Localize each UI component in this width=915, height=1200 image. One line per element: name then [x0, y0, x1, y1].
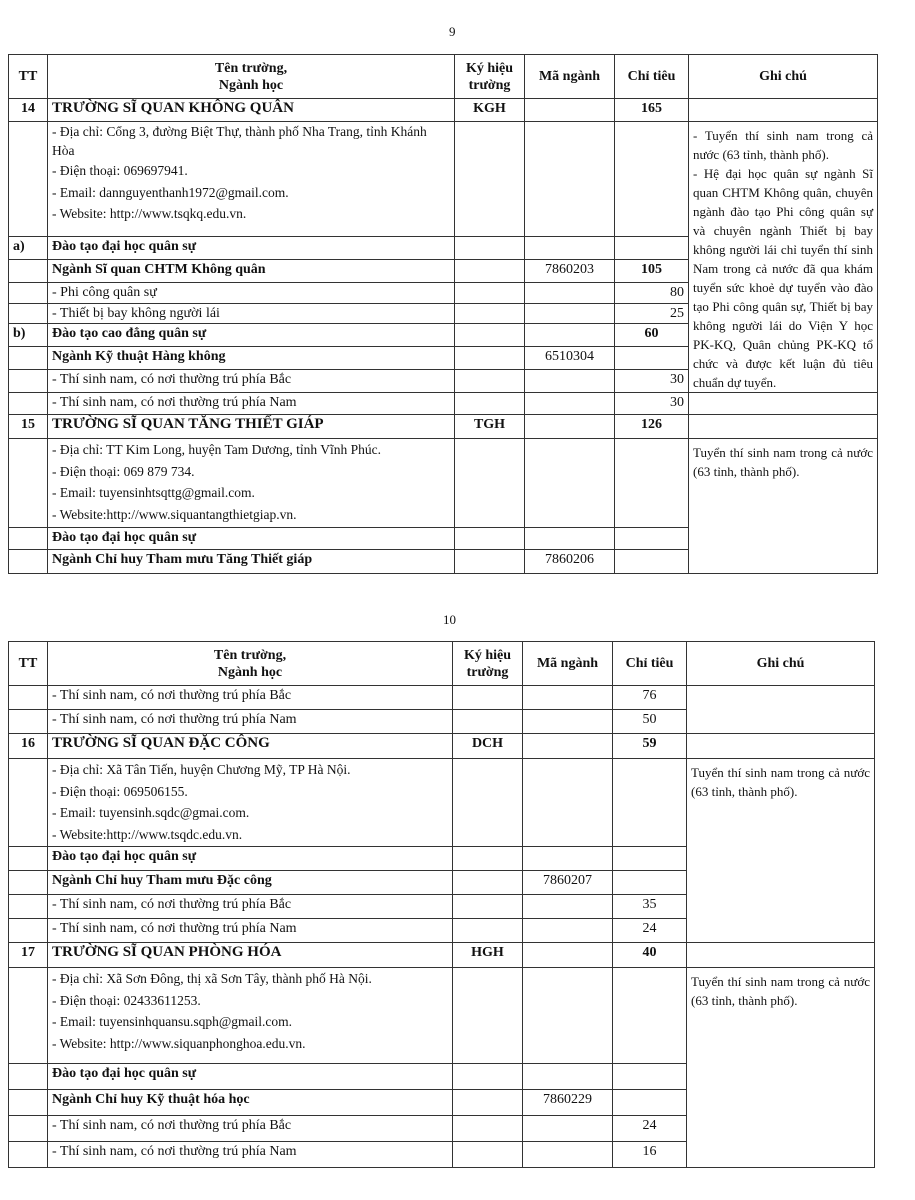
empty-cell	[453, 710, 523, 734]
empty-cell	[453, 1116, 523, 1142]
section-tt: a)	[9, 237, 48, 260]
school-contact-info	[48, 968, 453, 1064]
header-name: Tên trường, Ngành học	[48, 642, 453, 686]
training-label: Đào tạo đại học quân sự	[48, 528, 455, 550]
school-note: Tuyển thí sinh nam trong cả nước (63 tỉnh, thành phố).	[687, 968, 875, 1168]
school-quota: 126	[615, 415, 689, 439]
school-contact-info	[48, 122, 455, 237]
school-quota: 165	[615, 99, 689, 122]
sub-quota: 50	[613, 710, 687, 734]
school-code: TGH	[455, 415, 525, 439]
empty-cell	[613, 871, 687, 895]
empty-cell	[455, 370, 525, 393]
empty-cell	[525, 324, 615, 347]
empty-cell	[689, 393, 878, 415]
empty-cell	[453, 871, 523, 895]
note-line: - Tuyển thí sinh nam trong cả nước (63 tỉnh, thành phố).	[693, 128, 873, 162]
empty-cell	[523, 968, 613, 1064]
empty-cell	[9, 439, 48, 528]
empty-cell	[523, 943, 613, 968]
sub-label: - Thiết bị bay không người lái	[48, 303, 455, 324]
empty-cell	[453, 686, 523, 710]
sub-row	[9, 686, 875, 710]
empty-cell	[615, 347, 689, 370]
empty-cell	[9, 710, 48, 734]
empty-cell	[455, 393, 525, 415]
school-note	[689, 122, 878, 393]
empty-cell	[455, 260, 525, 283]
empty-cell	[9, 871, 48, 895]
admission-table-page-10	[8, 641, 875, 1168]
school-name: TRƯỜNG SĨ QUAN ĐẶC CÔNG	[48, 734, 453, 759]
school-note: Tuyển thí sinh nam trong cả nước (63 tỉnh, thành phố).	[689, 439, 878, 574]
empty-cell	[613, 1064, 687, 1090]
sub-label: - Phi công quân sự	[48, 282, 455, 303]
school-info-row	[9, 122, 878, 237]
school-name: TRƯỜNG SĨ QUAN TĂNG THIẾT GIÁP	[48, 415, 455, 439]
school-contact-info	[48, 439, 455, 528]
header-tt: TT	[9, 55, 48, 99]
empty-cell	[689, 415, 878, 439]
phone: - Điện thoại: 069697941.	[52, 163, 188, 178]
section-tt: b)	[9, 324, 48, 347]
header-school-code: Ký hiệu trường	[455, 55, 525, 99]
training-label: Đào tạo đại học quân sự	[48, 237, 455, 260]
sub-quota: 24	[613, 1116, 687, 1142]
empty-cell	[9, 122, 48, 237]
header-school-code: Ký hiệu trường	[453, 642, 523, 686]
header-major-code: Mã ngành	[523, 642, 613, 686]
empty-cell	[455, 324, 525, 347]
header-tt: TT	[9, 642, 48, 686]
sub-label: - Thí sinh nam, có nơi thường trú phía Bắc	[48, 895, 453, 919]
school-row	[9, 734, 875, 759]
empty-cell	[9, 919, 48, 943]
empty-cell	[453, 847, 523, 871]
phone: - Điện thoại: 069506155.	[52, 783, 188, 799]
empty-cell	[453, 1064, 523, 1090]
email: - Email: dannguyenthanh1972@gmail.com.	[52, 184, 289, 200]
website: - Website: http://www.tsqkq.edu.vn.	[52, 206, 247, 221]
empty-cell	[453, 895, 523, 919]
sub-quota: 24	[613, 919, 687, 943]
header-row	[9, 642, 875, 686]
empty-cell	[525, 303, 615, 324]
school-row	[9, 415, 878, 439]
empty-cell	[9, 1064, 48, 1090]
school-row	[9, 99, 878, 122]
empty-cell	[523, 847, 613, 871]
empty-cell	[9, 260, 48, 283]
school-code: KGH	[455, 99, 525, 122]
sub-quota: 25	[615, 303, 689, 324]
empty-cell	[9, 550, 48, 574]
address: - Địa chỉ: TT Kim Long, huyện Tam Dương, tỉnh Vĩnh Phúc.	[52, 442, 381, 457]
major-name: Ngành Sĩ quan CHTM Không quân	[48, 260, 455, 283]
empty-cell	[455, 303, 525, 324]
empty-cell	[525, 99, 615, 122]
school-quota: 40	[613, 943, 687, 968]
empty-cell	[523, 895, 613, 919]
header-row	[9, 55, 878, 99]
training-label: Đào tạo cao đẳng quân sự	[48, 324, 455, 347]
empty-cell	[523, 759, 613, 847]
empty-cell	[687, 943, 875, 968]
empty-cell	[615, 550, 689, 574]
school-code: HGH	[453, 943, 523, 968]
major-code: 6510304	[525, 347, 615, 370]
empty-cell	[453, 1090, 523, 1116]
empty-cell	[523, 1142, 613, 1168]
empty-cell	[455, 282, 525, 303]
empty-cell	[525, 282, 615, 303]
sub-label: - Thí sinh nam, có nơi thường trú phía Nam	[48, 710, 453, 734]
page-number: 10	[443, 612, 456, 627]
school-quota: 59	[613, 734, 687, 759]
header-quota: Chỉ tiêu	[613, 642, 687, 686]
header-note: Ghi chú	[689, 55, 878, 99]
sub-quota: 30	[615, 393, 689, 415]
training-label: Đào tạo đại học quân sự	[48, 847, 453, 871]
empty-cell	[615, 439, 689, 528]
major-quota: 105	[615, 260, 689, 283]
school-contact-info	[48, 759, 453, 847]
sub-row	[9, 393, 878, 415]
empty-cell	[9, 686, 48, 710]
school-code: DCH	[453, 734, 523, 759]
empty-cell	[523, 734, 613, 759]
empty-cell	[687, 734, 875, 759]
sub-quota: 80	[615, 282, 689, 303]
sub-label: - Thí sinh nam, có nơi thường trú phía Bắc	[48, 686, 453, 710]
address: - Địa chỉ: Xã Tân Tiến, huyện Chương Mỹ, TP Hà Nội.	[52, 762, 351, 777]
empty-cell	[9, 895, 48, 919]
empty-cell	[453, 968, 523, 1064]
empty-cell	[615, 528, 689, 550]
sub-quota: 16	[613, 1142, 687, 1168]
school-info-row	[9, 439, 878, 528]
empty-cell	[523, 686, 613, 710]
empty-cell	[525, 370, 615, 393]
empty-cell	[525, 439, 615, 528]
sub-label: - Thí sinh nam, có nơi thường trú phía Nam	[48, 393, 455, 415]
school-tt: 16	[9, 734, 48, 759]
sub-label: - Thí sinh nam, có nơi thường trú phía Bắc	[48, 370, 455, 393]
empty-cell	[453, 759, 523, 847]
major-code: 7860206	[525, 550, 615, 574]
sub-quota: 35	[613, 895, 687, 919]
sub-quota: 76	[613, 686, 687, 710]
phone: - Điện thoại: 02433611253.	[52, 992, 201, 1008]
training-label: Đào tạo đại học quân sự	[48, 1064, 453, 1090]
empty-cell	[615, 237, 689, 260]
empty-cell	[9, 393, 48, 415]
school-info-row	[9, 759, 875, 847]
sub-quota: 30	[615, 370, 689, 393]
sub-label: - Thí sinh nam, có nơi thường trú phía Nam	[48, 919, 453, 943]
header-quota: Chỉ tiêu	[615, 55, 689, 99]
address: - Địa chỉ: Cổng 3, đường Biệt Thự, thành phố Nha Trang, tỉnh Khánh Hòa	[52, 124, 427, 158]
empty-cell	[523, 1116, 613, 1142]
header-major-code: Mã ngành	[525, 55, 615, 99]
major-name: Ngành Kỹ thuật Hàng không	[48, 347, 455, 370]
major-name: Ngành Chỉ huy Tham mưu Đặc công	[48, 871, 453, 895]
sub-label: - Thí sinh nam, có nơi thường trú phía Bắc	[48, 1116, 453, 1142]
page-number: 9	[449, 24, 456, 39]
empty-cell	[9, 759, 48, 847]
sub-label: - Thí sinh nam, có nơi thường trú phía Nam	[48, 1142, 453, 1168]
empty-cell	[9, 303, 48, 324]
school-tt: 14	[9, 99, 48, 122]
empty-cell	[455, 439, 525, 528]
school-tt: 17	[9, 943, 48, 968]
website: - Website:http://www.tsqdc.edu.vn.	[52, 826, 243, 842]
website: - Website:http://www.siquantangthietgiap.vn.	[52, 506, 297, 522]
empty-cell	[455, 237, 525, 260]
school-name: TRƯỜNG SĨ QUAN KHÔNG QUÂN	[48, 99, 455, 122]
empty-cell	[615, 122, 689, 237]
empty-cell	[689, 99, 878, 122]
empty-cell	[525, 237, 615, 260]
empty-cell	[453, 1142, 523, 1168]
empty-cell	[455, 122, 525, 237]
empty-cell	[9, 1142, 48, 1168]
empty-cell	[9, 370, 48, 393]
address: - Địa chỉ: Xã Sơn Đông, thị xã Sơn Tây, thành phố Hà Nội.	[52, 971, 372, 986]
empty-cell	[523, 710, 613, 734]
school-tt: 15	[9, 415, 48, 439]
empty-cell	[613, 847, 687, 871]
school-row	[9, 943, 875, 968]
email: - Email: tuyensinhquansu.sqph@gmail.com.	[52, 1014, 293, 1029]
empty-cell	[453, 919, 523, 943]
email: - Email: tuyensinh.sqdc@gmai.com.	[52, 805, 250, 820]
empty-cell	[455, 550, 525, 574]
email: - Email: tuyensinhtsqttg@gmail.com.	[52, 485, 255, 500]
major-code: 7860229	[523, 1090, 613, 1116]
school-name: TRƯỜNG SĨ QUAN PHÒNG HÓA	[48, 943, 453, 968]
empty-cell	[613, 968, 687, 1064]
empty-cell	[525, 122, 615, 237]
empty-cell	[455, 347, 525, 370]
empty-cell	[523, 919, 613, 943]
header-name: Tên trường, Ngành học	[48, 55, 455, 99]
major-code: 7860207	[523, 871, 613, 895]
note-line: - Hệ đại học quân sự ngành Sĩ quan CHTM Không quân, chuyên ngành đào tạo Phi công quân sự và chuyên ngành Thiết bị bay không người lái chỉ tuyển thí sinh Nam trong cả nước đã qua khám tuyển sức khoẻ dự tuyển vào đào tạo Phi công quân sự, Thiết bị bay không người lái do Viện Y học PK-KQ, Quân chủng PK-KQ tổ chức và được kết luận đủ tiêu chuẩn dự tuyển.	[693, 166, 873, 390]
empty-cell	[613, 1090, 687, 1116]
empty-cell	[9, 528, 48, 550]
empty-cell	[9, 847, 48, 871]
training-quota: 60	[615, 324, 689, 347]
major-name: Ngành Chỉ huy Kỹ thuật hóa học	[48, 1090, 453, 1116]
header-note: Ghi chú	[687, 642, 875, 686]
empty-cell	[9, 1090, 48, 1116]
empty-cell	[525, 393, 615, 415]
empty-cell	[613, 759, 687, 847]
empty-cell	[9, 1116, 48, 1142]
major-name: Ngành Chỉ huy Tham mưu Tăng Thiết giáp	[48, 550, 455, 574]
empty-cell	[525, 528, 615, 550]
major-code: 7860203	[525, 260, 615, 283]
phone: - Điện thoại: 069 879 734.	[52, 463, 195, 479]
empty-cell	[9, 968, 48, 1064]
empty-cell	[525, 415, 615, 439]
school-note: Tuyển thí sinh nam trong cả nước (63 tỉnh, thành phố).	[687, 759, 875, 943]
empty-cell	[9, 282, 48, 303]
empty-cell	[687, 686, 875, 734]
empty-cell	[9, 347, 48, 370]
website: - Website: http://www.siquanphonghoa.edu.vn.	[52, 1035, 306, 1051]
empty-cell	[523, 1064, 613, 1090]
empty-cell	[455, 528, 525, 550]
school-info-row	[9, 968, 875, 1064]
admission-table-page-9	[8, 54, 878, 574]
